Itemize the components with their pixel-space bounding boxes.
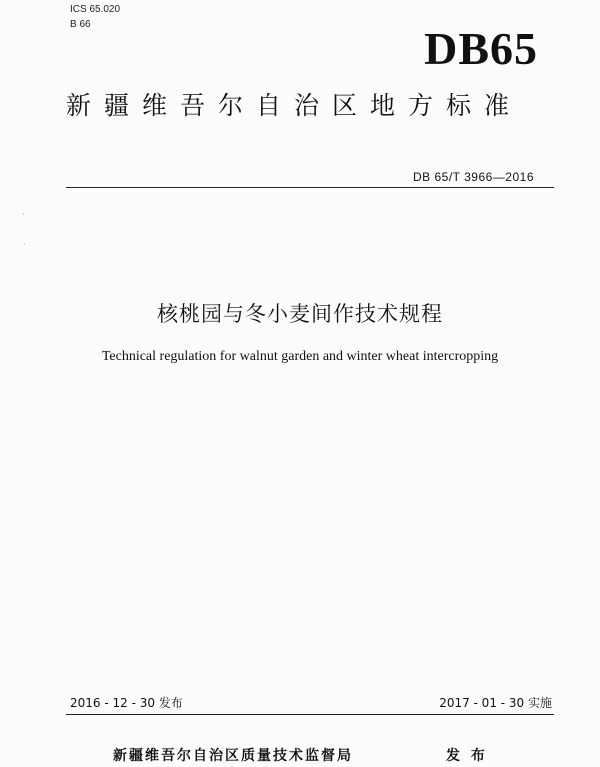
top-divider — [66, 187, 554, 188]
ics-code: ICS 65.020 — [70, 4, 121, 15]
scan-mark: · — [23, 240, 26, 249]
ccs-code: B 66 — [70, 19, 91, 30]
standard-mark: DB65 — [424, 23, 538, 74]
implementation-date: 2017 - 01 - 30 实施 — [439, 696, 552, 710]
document-title-chinese: 核桃园与冬小麦间作技术规程 — [157, 302, 443, 326]
standard-authority-name: 新疆维吾尔自治区地方标准 — [66, 91, 523, 120]
document-title-english: Technical regulation for walnut garden and winter wheat intercropping — [101, 349, 499, 364]
issue-date: 2016 - 12 - 30 发布 — [70, 696, 183, 710]
standard-number: DB 65/T 3966—2016 — [412, 170, 534, 184]
scan-mark: · — [22, 210, 25, 219]
bottom-divider — [66, 714, 554, 715]
publish-label: 发 布 — [446, 748, 488, 764]
issuing-authority: 新疆维吾尔自治区质量技术监督局 — [113, 748, 353, 764]
